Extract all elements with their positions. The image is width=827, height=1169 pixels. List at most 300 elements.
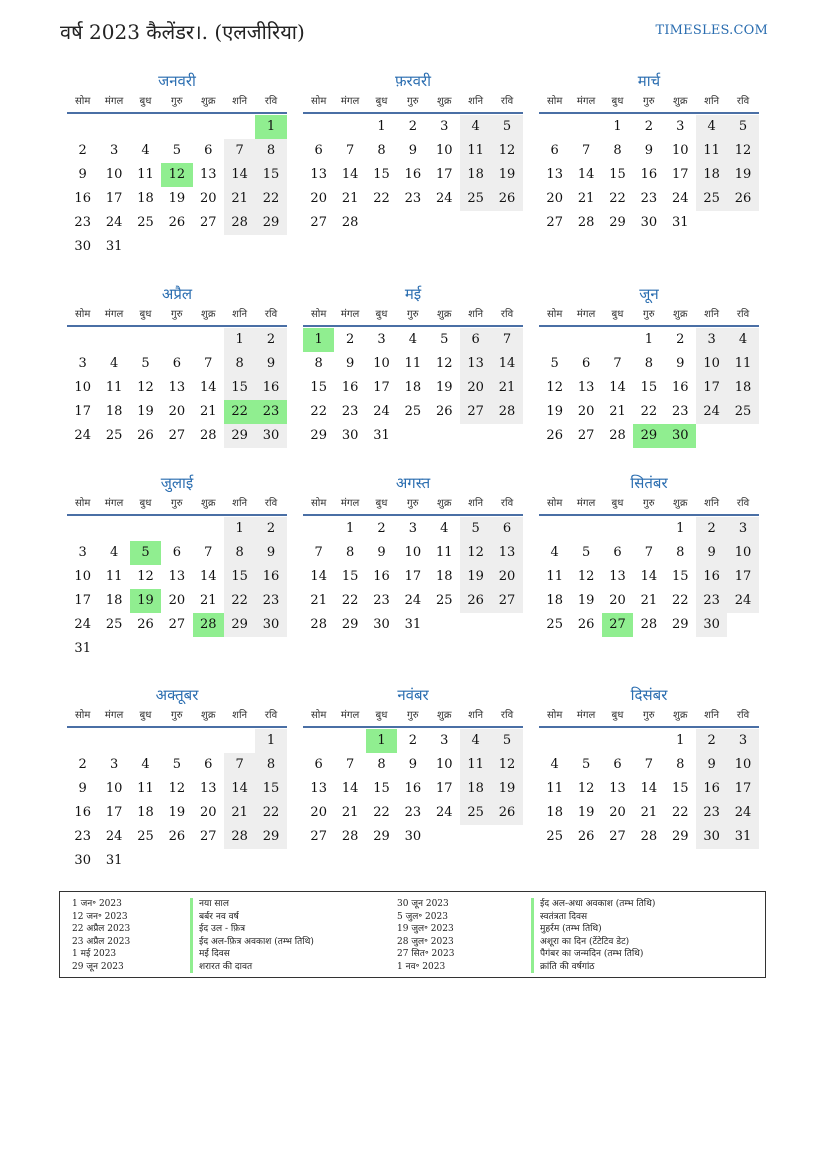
day-cell[interactable]: 27 (609, 829, 626, 844)
day-cell[interactable]: 26 (727, 187, 758, 211)
day-cell[interactable]: 17 (105, 805, 123, 820)
day-cell[interactable]: 13 (460, 352, 491, 376)
day-cell[interactable]: 17 (696, 376, 727, 400)
day-cell[interactable]: 25 (105, 617, 123, 632)
day-cell[interactable]: 21 (224, 801, 255, 825)
holiday-day-cell[interactable]: 27 (602, 613, 633, 637)
day-cell[interactable]: 5 (581, 757, 591, 772)
holiday-day-cell[interactable]: 5 (130, 541, 161, 565)
day-cell[interactable]: 21 (640, 593, 658, 608)
day-cell[interactable]: 16 (74, 191, 91, 206)
day-cell[interactable]: 10 (105, 781, 123, 796)
day-cell[interactable]: 19 (435, 380, 453, 395)
day-cell[interactable]: 5 (491, 729, 522, 753)
day-cell[interactable]: 6 (314, 757, 323, 772)
day-cell[interactable]: 4 (460, 115, 491, 139)
day-cell[interactable]: 19 (168, 191, 186, 206)
day-cell[interactable]: 8 (224, 541, 255, 565)
day-cell[interactable]: 8 (377, 757, 386, 772)
day-cell[interactable]: 22 (224, 589, 255, 613)
day-cell[interactable]: 22 (609, 191, 626, 206)
day-cell[interactable]: 3 (696, 328, 727, 352)
day-cell[interactable]: 8 (676, 757, 685, 772)
day-cell[interactable]: 16 (255, 376, 286, 400)
day-cell[interactable]: 23 (74, 829, 91, 844)
day-cell[interactable]: 24 (435, 805, 453, 820)
site-brand[interactable]: TIMESLES.COM (655, 23, 768, 38)
day-cell[interactable]: 10 (373, 356, 390, 371)
day-cell[interactable]: 29 (255, 211, 286, 235)
day-cell[interactable]: 20 (199, 805, 217, 820)
day-cell[interactable]: 27 (199, 215, 217, 230)
day-cell[interactable]: 30 (255, 424, 286, 448)
day-cell[interactable]: 11 (460, 139, 491, 163)
day-cell[interactable]: 12 (546, 380, 563, 395)
day-cell[interactable]: 17 (671, 167, 689, 182)
day-cell[interactable]: 24 (435, 191, 453, 206)
day-cell[interactable]: 9 (408, 757, 417, 772)
day-cell[interactable]: 18 (546, 593, 563, 608)
day-cell[interactable]: 5 (581, 545, 591, 560)
day-cell[interactable]: 27 (577, 428, 595, 443)
day-cell[interactable]: 4 (109, 545, 119, 560)
day-cell[interactable]: 11 (137, 781, 154, 796)
day-cell[interactable]: 2 (676, 332, 685, 347)
day-cell[interactable]: 14 (310, 569, 327, 584)
day-cell[interactable]: 2 (345, 332, 355, 347)
day-cell[interactable]: 19 (137, 404, 154, 419)
day-cell[interactable]: 27 (546, 215, 563, 230)
day-cell[interactable]: 22 (671, 593, 689, 608)
day-cell[interactable]: 25 (137, 215, 154, 230)
day-cell[interactable]: 9 (696, 541, 727, 565)
day-cell[interactable]: 26 (577, 617, 595, 632)
day-cell[interactable]: 3 (440, 733, 449, 748)
day-cell[interactable]: 24 (671, 191, 689, 206)
holiday-day-cell[interactable]: 1 (255, 115, 286, 139)
day-cell[interactable]: 4 (696, 115, 727, 139)
day-cell[interactable]: 13 (609, 781, 626, 796)
day-cell[interactable]: 30 (373, 617, 390, 632)
day-cell[interactable]: 12 (168, 781, 186, 796)
day-cell[interactable]: 9 (255, 352, 286, 376)
day-cell[interactable]: 15 (640, 380, 658, 395)
day-cell[interactable]: 9 (377, 545, 386, 560)
day-cell[interactable]: 2 (78, 143, 87, 158)
day-cell[interactable]: 21 (609, 404, 626, 419)
day-cell[interactable]: 6 (460, 328, 491, 352)
day-cell[interactable]: 18 (105, 404, 123, 419)
day-cell[interactable]: 16 (373, 569, 390, 584)
day-cell[interactable]: 27 (310, 829, 327, 844)
day-cell[interactable]: 10 (671, 143, 689, 158)
day-cell[interactable]: 25 (435, 593, 453, 608)
day-cell[interactable]: 22 (671, 805, 689, 820)
day-cell[interactable]: 3 (408, 521, 417, 536)
day-cell[interactable]: 19 (168, 805, 186, 820)
day-cell[interactable]: 2 (408, 733, 417, 748)
day-cell[interactable]: 20 (310, 191, 327, 206)
day-cell[interactable]: 8 (644, 356, 653, 371)
day-cell[interactable]: 18 (460, 163, 491, 187)
day-cell[interactable]: 23 (373, 593, 390, 608)
day-cell[interactable]: 10 (435, 143, 453, 158)
day-cell[interactable]: 25 (546, 617, 563, 632)
day-cell[interactable]: 15 (609, 167, 626, 182)
holiday-day-cell[interactable]: 23 (255, 400, 286, 424)
day-cell[interactable]: 26 (546, 428, 563, 443)
day-cell[interactable]: 3 (78, 356, 87, 371)
day-cell[interactable]: 26 (168, 215, 186, 230)
day-cell[interactable]: 22 (373, 191, 390, 206)
day-cell[interactable]: 11 (105, 380, 123, 395)
day-cell[interactable]: 28 (609, 428, 626, 443)
day-cell[interactable]: 18 (105, 593, 123, 608)
day-cell[interactable]: 15 (310, 380, 327, 395)
day-cell[interactable]: 27 (168, 428, 186, 443)
day-cell[interactable]: 17 (74, 404, 91, 419)
day-cell[interactable]: 29 (671, 617, 689, 632)
day-cell[interactable]: 17 (435, 167, 453, 182)
day-cell[interactable]: 31 (727, 825, 758, 849)
day-cell[interactable]: 26 (491, 187, 522, 211)
holiday-day-cell[interactable]: 19 (130, 589, 161, 613)
day-cell[interactable]: 3 (440, 119, 449, 134)
day-cell[interactable]: 6 (491, 517, 522, 541)
day-cell[interactable]: 15 (224, 376, 255, 400)
day-cell[interactable]: 23 (671, 404, 689, 419)
day-cell[interactable]: 9 (696, 753, 727, 777)
day-cell[interactable]: 18 (460, 777, 491, 801)
day-cell[interactable]: 3 (109, 143, 119, 158)
day-cell[interactable]: 7 (224, 753, 255, 777)
day-cell[interactable]: 26 (137, 617, 154, 632)
day-cell[interactable]: 5 (491, 115, 522, 139)
day-cell[interactable]: 16 (404, 781, 422, 796)
day-cell[interactable]: 8 (314, 356, 323, 371)
day-cell[interactable]: 23 (404, 805, 422, 820)
holiday-day-cell[interactable]: 30 (665, 424, 696, 448)
day-cell[interactable]: 7 (644, 545, 653, 560)
day-cell[interactable]: 7 (644, 757, 653, 772)
day-cell[interactable]: 20 (546, 191, 563, 206)
day-cell[interactable]: 16 (74, 805, 91, 820)
day-cell[interactable]: 19 (491, 777, 522, 801)
day-cell[interactable]: 15 (341, 569, 359, 584)
day-cell[interactable]: 17 (435, 781, 453, 796)
day-cell[interactable]: 7 (314, 545, 323, 560)
day-cell[interactable]: 15 (373, 781, 390, 796)
day-cell[interactable]: 10 (74, 569, 91, 584)
day-cell[interactable]: 19 (460, 565, 491, 589)
day-cell[interactable]: 30 (640, 215, 658, 230)
day-cell[interactable]: 4 (109, 356, 119, 371)
day-cell[interactable]: 17 (105, 191, 123, 206)
day-cell[interactable]: 2 (644, 119, 653, 134)
day-cell[interactable]: 31 (105, 853, 123, 868)
day-cell[interactable]: 7 (345, 143, 355, 158)
day-cell[interactable]: 29 (224, 613, 255, 637)
day-cell[interactable]: 31 (373, 428, 390, 443)
day-cell[interactable]: 14 (341, 167, 359, 182)
day-cell[interactable]: 21 (310, 593, 327, 608)
day-cell[interactable]: 30 (696, 825, 727, 849)
day-cell[interactable]: 21 (199, 404, 217, 419)
day-cell[interactable]: 21 (341, 191, 359, 206)
day-cell[interactable]: 18 (137, 191, 154, 206)
day-cell[interactable]: 13 (546, 167, 563, 182)
day-cell[interactable]: 7 (345, 757, 355, 772)
day-cell[interactable]: 14 (640, 569, 658, 584)
day-cell[interactable]: 2 (255, 517, 286, 541)
day-cell[interactable]: 2 (696, 729, 727, 753)
day-cell[interactable]: 5 (727, 115, 758, 139)
day-cell[interactable]: 31 (671, 215, 689, 230)
day-cell[interactable]: 6 (613, 545, 622, 560)
day-cell[interactable]: 3 (377, 332, 386, 347)
day-cell[interactable]: 15 (671, 781, 689, 796)
day-cell[interactable]: 12 (137, 380, 154, 395)
day-cell[interactable]: 4 (550, 757, 559, 772)
day-cell[interactable]: 2 (78, 757, 87, 772)
day-cell[interactable]: 26 (577, 829, 595, 844)
day-cell[interactable]: 19 (491, 163, 522, 187)
day-cell[interactable]: 13 (310, 781, 327, 796)
day-cell[interactable]: 11 (404, 356, 422, 371)
day-cell[interactable]: 4 (727, 328, 758, 352)
day-cell[interactable]: 28 (310, 617, 327, 632)
day-cell[interactable]: 12 (577, 781, 595, 796)
day-cell[interactable]: 5 (460, 517, 491, 541)
day-cell[interactable]: 14 (199, 569, 217, 584)
day-cell[interactable]: 30 (255, 613, 286, 637)
holiday-day-cell[interactable]: 1 (303, 328, 334, 352)
day-cell[interactable]: 29 (609, 215, 626, 230)
day-cell[interactable]: 20 (168, 593, 186, 608)
day-cell[interactable]: 14 (491, 352, 522, 376)
day-cell[interactable]: 23 (640, 191, 658, 206)
day-cell[interactable]: 6 (172, 545, 181, 560)
day-cell[interactable]: 31 (74, 641, 91, 656)
day-cell[interactable]: 10 (105, 167, 123, 182)
day-cell[interactable]: 20 (577, 404, 595, 419)
day-cell[interactable]: 15 (373, 167, 390, 182)
day-cell[interactable]: 20 (460, 376, 491, 400)
day-cell[interactable]: 1 (676, 521, 685, 536)
day-cell[interactable]: 15 (255, 163, 286, 187)
day-cell[interactable]: 23 (696, 589, 727, 613)
day-cell[interactable]: 20 (609, 593, 626, 608)
holiday-day-cell[interactable]: 29 (633, 424, 664, 448)
day-cell[interactable]: 23 (341, 404, 359, 419)
day-cell[interactable]: 10 (727, 541, 758, 565)
day-cell[interactable]: 28 (199, 428, 217, 443)
day-cell[interactable]: 25 (105, 428, 123, 443)
day-cell[interactable]: 25 (137, 829, 154, 844)
day-cell[interactable]: 29 (341, 617, 359, 632)
day-cell[interactable]: 20 (168, 404, 186, 419)
day-cell[interactable]: 11 (460, 753, 491, 777)
day-cell[interactable]: 29 (255, 825, 286, 849)
day-cell[interactable]: 23 (696, 801, 727, 825)
day-cell[interactable]: 12 (491, 139, 522, 163)
day-cell[interactable]: 24 (727, 589, 758, 613)
day-cell[interactable]: 22 (255, 801, 286, 825)
day-cell[interactable]: 29 (373, 829, 390, 844)
day-cell[interactable]: 20 (199, 191, 217, 206)
day-cell[interactable]: 27 (168, 617, 186, 632)
day-cell[interactable]: 3 (109, 757, 119, 772)
day-cell[interactable]: 5 (440, 332, 449, 347)
day-cell[interactable]: 9 (676, 356, 685, 371)
day-cell[interactable]: 29 (310, 428, 327, 443)
day-cell[interactable]: 16 (696, 565, 727, 589)
day-cell[interactable]: 4 (440, 521, 449, 536)
day-cell[interactable]: 14 (199, 380, 217, 395)
day-cell[interactable]: 13 (310, 167, 327, 182)
day-cell[interactable]: 13 (577, 380, 595, 395)
day-cell[interactable]: 10 (74, 380, 91, 395)
day-cell[interactable]: 25 (404, 404, 422, 419)
day-cell[interactable]: 11 (435, 545, 453, 560)
day-cell[interactable]: 12 (460, 541, 491, 565)
day-cell[interactable]: 5 (141, 356, 150, 371)
day-cell[interactable]: 13 (491, 541, 522, 565)
day-cell[interactable]: 14 (577, 167, 595, 182)
day-cell[interactable]: 17 (74, 593, 91, 608)
day-cell[interactable]: 26 (435, 404, 453, 419)
day-cell[interactable]: 20 (609, 805, 626, 820)
day-cell[interactable]: 11 (546, 569, 563, 584)
day-cell[interactable]: 22 (640, 404, 658, 419)
day-cell[interactable]: 4 (141, 143, 150, 158)
day-cell[interactable]: 8 (255, 139, 286, 163)
day-cell[interactable]: 21 (341, 805, 359, 820)
day-cell[interactable]: 9 (78, 781, 87, 796)
day-cell[interactable]: 18 (435, 569, 453, 584)
day-cell[interactable]: 18 (696, 163, 727, 187)
day-cell[interactable]: 28 (224, 825, 255, 849)
day-cell[interactable]: 24 (373, 404, 390, 419)
day-cell[interactable]: 30 (341, 428, 359, 443)
day-cell[interactable]: 6 (314, 143, 323, 158)
day-cell[interactable]: 10 (435, 757, 453, 772)
day-cell[interactable]: 3 (727, 517, 758, 541)
day-cell[interactable]: 10 (727, 753, 758, 777)
day-cell[interactable]: 7 (613, 356, 622, 371)
day-cell[interactable]: 2 (255, 328, 286, 352)
day-cell[interactable]: 15 (255, 777, 286, 801)
day-cell[interactable]: 6 (204, 757, 213, 772)
day-cell[interactable]: 1 (613, 119, 622, 134)
day-cell[interactable]: 3 (727, 729, 758, 753)
day-cell[interactable]: 13 (168, 380, 186, 395)
day-cell[interactable]: 18 (546, 805, 563, 820)
day-cell[interactable]: 28 (640, 617, 658, 632)
day-cell[interactable]: 28 (577, 215, 595, 230)
holiday-day-cell[interactable]: 12 (161, 163, 192, 187)
day-cell[interactable]: 9 (78, 167, 87, 182)
day-cell[interactable]: 3 (78, 545, 87, 560)
day-cell[interactable]: 28 (341, 829, 359, 844)
day-cell[interactable]: 28 (491, 400, 522, 424)
day-cell[interactable]: 5 (172, 757, 181, 772)
day-cell[interactable]: 7 (581, 143, 591, 158)
day-cell[interactable]: 2 (377, 521, 386, 536)
day-cell[interactable]: 17 (404, 569, 422, 584)
day-cell[interactable]: 16 (640, 167, 658, 182)
day-cell[interactable]: 24 (727, 801, 758, 825)
day-cell[interactable]: 22 (255, 187, 286, 211)
day-cell[interactable]: 16 (341, 380, 359, 395)
day-cell[interactable]: 31 (404, 617, 422, 632)
day-cell[interactable]: 21 (577, 191, 595, 206)
day-cell[interactable]: 27 (199, 829, 217, 844)
day-cell[interactable]: 25 (696, 187, 727, 211)
day-cell[interactable]: 26 (491, 801, 522, 825)
day-cell[interactable]: 16 (255, 565, 286, 589)
day-cell[interactable]: 12 (577, 569, 595, 584)
day-cell[interactable]: 28 (224, 211, 255, 235)
day-cell[interactable]: 17 (727, 565, 758, 589)
day-cell[interactable]: 25 (727, 400, 758, 424)
day-cell[interactable]: 12 (137, 569, 154, 584)
day-cell[interactable]: 22 (373, 805, 390, 820)
day-cell[interactable]: 9 (644, 143, 653, 158)
day-cell[interactable]: 14 (224, 163, 255, 187)
day-cell[interactable]: 6 (550, 143, 559, 158)
day-cell[interactable]: 14 (224, 777, 255, 801)
day-cell[interactable]: 4 (550, 545, 559, 560)
day-cell[interactable]: 27 (491, 589, 522, 613)
day-cell[interactable]: 8 (676, 545, 685, 560)
day-cell[interactable]: 24 (404, 593, 422, 608)
day-cell[interactable]: 30 (74, 239, 91, 254)
day-cell[interactable]: 8 (377, 143, 386, 158)
day-cell[interactable]: 28 (341, 215, 359, 230)
day-cell[interactable]: 24 (105, 215, 123, 230)
day-cell[interactable]: 17 (373, 380, 390, 395)
day-cell[interactable]: 25 (546, 829, 563, 844)
day-cell[interactable]: 2 (696, 517, 727, 541)
day-cell[interactable]: 30 (404, 829, 422, 844)
day-cell[interactable]: 23 (404, 191, 422, 206)
day-cell[interactable]: 4 (408, 332, 417, 347)
day-cell[interactable]: 4 (141, 757, 150, 772)
day-cell[interactable]: 25 (460, 187, 491, 211)
day-cell[interactable]: 15 (224, 565, 255, 589)
day-cell[interactable]: 16 (696, 777, 727, 801)
day-cell[interactable]: 22 (341, 593, 359, 608)
day-cell[interactable]: 22 (310, 404, 327, 419)
day-cell[interactable]: 9 (408, 143, 417, 158)
day-cell[interactable]: 29 (224, 424, 255, 448)
day-cell[interactable]: 26 (137, 428, 154, 443)
day-cell[interactable]: 1 (345, 521, 355, 536)
day-cell[interactable]: 26 (168, 829, 186, 844)
day-cell[interactable]: 23 (74, 215, 91, 230)
day-cell[interactable]: 31 (105, 239, 123, 254)
holiday-day-cell[interactable]: 22 (224, 400, 255, 424)
day-cell[interactable]: 19 (577, 593, 595, 608)
day-cell[interactable]: 13 (199, 167, 217, 182)
day-cell[interactable]: 26 (460, 589, 491, 613)
day-cell[interactable]: 23 (255, 589, 286, 613)
day-cell[interactable]: 4 (460, 729, 491, 753)
day-cell[interactable]: 24 (74, 617, 91, 632)
day-cell[interactable]: 14 (341, 781, 359, 796)
day-cell[interactable]: 11 (105, 569, 123, 584)
